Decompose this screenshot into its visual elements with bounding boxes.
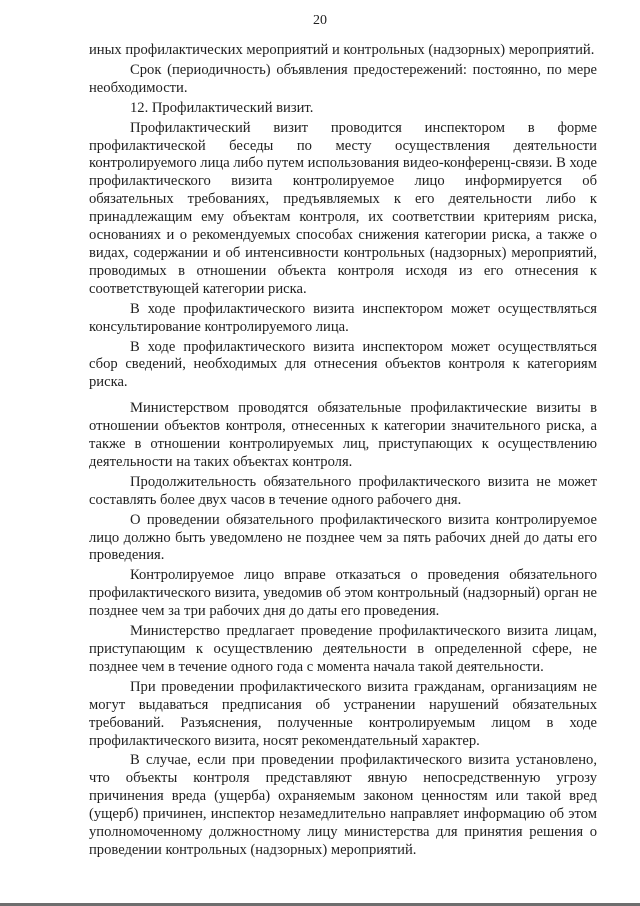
paragraph-consultation: В ходе профилактического визита инспектором может осуществляться консультирование контролируемого лица. [89, 300, 597, 335]
paragraph-threat-reporting: В случае, если при проведении профилактического визита установлено, что объекты контроля представляют явную непосредственную угрозу причинения вреда (ущерба) охраняемым законом ценностям или такой вред (ущерб) причинен, инспектор незамедлительно направляет информацию об этом уполномоченному должностному лицу министерства для принятия решения о проведении контрольных (надзорных) мероприятий. [89, 752, 597, 858]
section-heading-preventive-visit: 12. Профилактический визит. [130, 99, 314, 116]
paragraph-visit-form: Профилактический визит проводится инспектором в форме профилактической беседы по месту осуществления деятельности контролируемого лица либо путем использования видео-конференц-связи. В ходе профилактического визита контролируемое лицо информируется об обязательных требованиях, предъявляемых к его деятельности либо к принадлежащим ему объектам контроля, их соответствии критериям риска, основаниях и о рекомендуемых способах снижения категории риска, а также о видах, содержании и об интенсивности контрольных (надзорных) мероприятий, проводимых в отношении объекта контроля исходя из его отнесения к соответствующей категории риска. [89, 119, 597, 297]
paragraph-mandatory-visits: Министерством проводятся обязательные профилактические визиты в отношении объектов контроля, отнесенных к категории значительного риска, а также в отношении контролируемых лиц, приступающих к осуществлению деятельности на таких объектах контроля. [89, 400, 597, 470]
paragraph-continuation: иных профилактических мероприятий и контрольных (надзорных) мероприятий. [89, 42, 595, 58]
paragraph-no-orders: При проведении профилактического визита гражданам, организациям не могут выдаваться предписания об устранении нарушений обязательных требований. Разъяснения, полученные контролируемым лицом в ходе профилактического визита, носят рекомендательный характер. [89, 678, 597, 749]
paragraph-new-activity-offer: Министерство предлагает проведение профилактического визита лицам, приступающим к осуществлению деятельности в определенной сфере, не позднее чем в течение одного года с момента начала такой деятельности. [89, 623, 597, 675]
paragraph-warning-frequency: Срок (периодичность) объявления предостережений: постоянно, по мере необходимости. [89, 61, 597, 96]
page-number: 20 [313, 13, 327, 28]
paragraph-notification: О проведении обязательного профилактического визита контролируемое лицо должно быть уведомлено не позднее чем за пять рабочих дней до даты его проведения. [89, 511, 597, 564]
paragraph-visit-duration: Продолжительность обязательного профилактического визита не может составлять более двух часов в течение одного рабочего дня. [89, 473, 597, 508]
document-body [89, 42, 597, 862]
paragraph-refusal: Контролируемое лицо вправе отказаться о проведения обязательного профилактического визита, уведомив об этом контрольный (надзорный) орган не позднее чем за три рабочих дня до даты его проведения. [89, 567, 597, 620]
paragraph-data-collection: В ходе профилактического визита инспектором может осуществляться сбор сведений, необходимых для отнесения объектов контроля к категориям риска. [89, 338, 597, 391]
